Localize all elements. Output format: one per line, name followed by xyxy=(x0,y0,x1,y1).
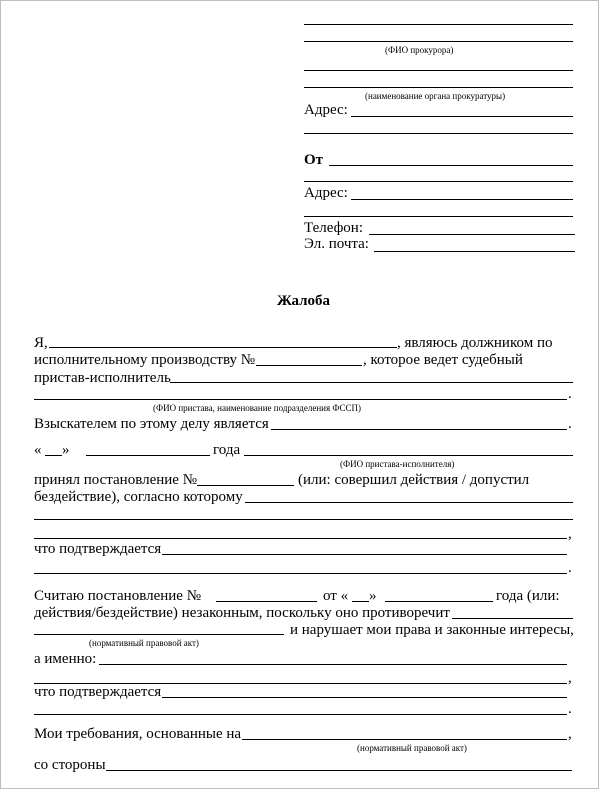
quote-close: » xyxy=(62,442,70,458)
bailiff-name-line[interactable] xyxy=(244,455,573,456)
quote-close-2: » xyxy=(369,588,377,604)
resolution-content-line-1[interactable] xyxy=(245,502,573,503)
contested-day-line[interactable] xyxy=(352,601,369,602)
comma-2: , xyxy=(568,670,572,686)
body-line-19-start: Мои требования, основанные на xyxy=(34,726,242,742)
sender-address-label: Адрес: xyxy=(304,185,348,201)
resolution-number-line[interactable] xyxy=(197,485,294,486)
email-line[interactable] xyxy=(374,251,575,252)
address-label: Адрес: xyxy=(304,102,348,118)
document-title: Жалоба xyxy=(277,293,331,309)
normative-act-caption-2: (нормативный правовой акт) xyxy=(357,743,467,753)
prosecutor-name-caption: (ФИО прокурора) xyxy=(385,45,454,55)
debtor-name-line[interactable] xyxy=(49,347,397,348)
from-label: От xyxy=(304,152,324,168)
evidence-line-2[interactable] xyxy=(34,573,567,574)
bailiff-name-caption: (ФИО пристава-исполнителя) xyxy=(340,459,455,469)
contradicted-act-line-2[interactable] xyxy=(34,634,284,635)
prosecutor-name-line-2[interactable] xyxy=(304,41,573,42)
prosecutor-office-line-1[interactable] xyxy=(304,70,573,71)
body-line-10-start: что подтверждается xyxy=(34,541,162,557)
body-line-20-start: со стороны xyxy=(34,757,106,773)
violation-details-line-1[interactable] xyxy=(99,664,567,665)
violation-evidence-line-2[interactable] xyxy=(34,714,567,715)
period-2: . xyxy=(568,416,572,432)
bailiff-line-2[interactable] xyxy=(34,399,567,400)
body-line-8-start: бездействие), согласно которому xyxy=(34,489,243,505)
body-line-2-end: , которое ведет судебный xyxy=(363,352,523,368)
requirements-basis-line[interactable] xyxy=(242,739,567,740)
comma-3: , xyxy=(568,726,572,742)
evidence-line-1[interactable] xyxy=(162,554,567,555)
body-line-1-end: , являюсь должником по xyxy=(397,335,553,351)
body-line-15-start: а именно: xyxy=(34,651,97,667)
sender-address-line-2[interactable] xyxy=(304,216,573,217)
claimant-line[interactable] xyxy=(271,429,567,430)
email-label: Эл. почта: xyxy=(304,236,369,252)
day-line[interactable] xyxy=(45,455,62,456)
contested-month-line[interactable] xyxy=(385,601,493,602)
year-label: года xyxy=(213,442,241,458)
sender-address-line-1[interactable] xyxy=(351,199,573,200)
body-line-2-start: исполнительному производству № xyxy=(34,352,256,368)
body-line-14: и нарушает мои права и законные интересы, xyxy=(290,622,574,638)
sender-name-line-1[interactable] xyxy=(329,165,573,166)
body-line-17-start: что подтверждается xyxy=(34,684,162,700)
body-line-12-end: года (или: xyxy=(496,588,560,604)
normative-act-caption-1: (нормативный правовой акт) xyxy=(89,638,199,648)
party-line[interactable] xyxy=(106,770,572,771)
prosecutor-office-line-2[interactable] xyxy=(304,87,573,88)
phone-label: Телефон: xyxy=(304,220,363,236)
period-3: . xyxy=(568,560,572,576)
body-line-5-start: Взыскателем по этому делу является xyxy=(34,416,269,432)
comma-1: , xyxy=(568,526,572,542)
month-line[interactable] xyxy=(86,455,210,456)
body-line-13: действия/бездействие) незаконным, поскольку оно противоречит xyxy=(34,605,450,621)
from-date-label: от « xyxy=(323,588,349,604)
period-4: . xyxy=(568,701,572,717)
sender-name-line-2[interactable] xyxy=(304,181,573,182)
address-line-1[interactable] xyxy=(351,116,573,117)
violation-evidence-line-1[interactable] xyxy=(162,697,567,698)
bailiff-caption: (ФИО пристава, наименование подразделения ФССП) xyxy=(153,403,362,413)
prosecutor-office-caption: (наименование органа прокуратуры) xyxy=(365,91,506,101)
body-line-7-end: (или: совершил действия / допустил xyxy=(298,472,530,488)
body-line-12-start: Считаю постановление № xyxy=(34,588,202,604)
body-line-3-start: пристав-исполнитель xyxy=(34,370,171,386)
quote-open: « xyxy=(34,442,42,458)
prosecutor-name-line-1[interactable] xyxy=(304,24,573,25)
resolution-content-line-3[interactable] xyxy=(34,538,567,539)
enforcement-number-line[interactable] xyxy=(256,365,362,366)
bailiff-line-1[interactable] xyxy=(170,382,573,383)
contradicted-act-line-1[interactable] xyxy=(452,618,573,619)
period-1: . xyxy=(568,386,572,402)
body-line-7-start: принял постановление № xyxy=(34,472,198,488)
resolution-content-line-2[interactable] xyxy=(34,519,573,520)
body-line-1-start: Я, xyxy=(34,335,48,351)
contested-resolution-number-line[interactable] xyxy=(216,601,317,602)
address-line-2[interactable] xyxy=(304,133,573,134)
phone-line[interactable] xyxy=(369,234,575,235)
